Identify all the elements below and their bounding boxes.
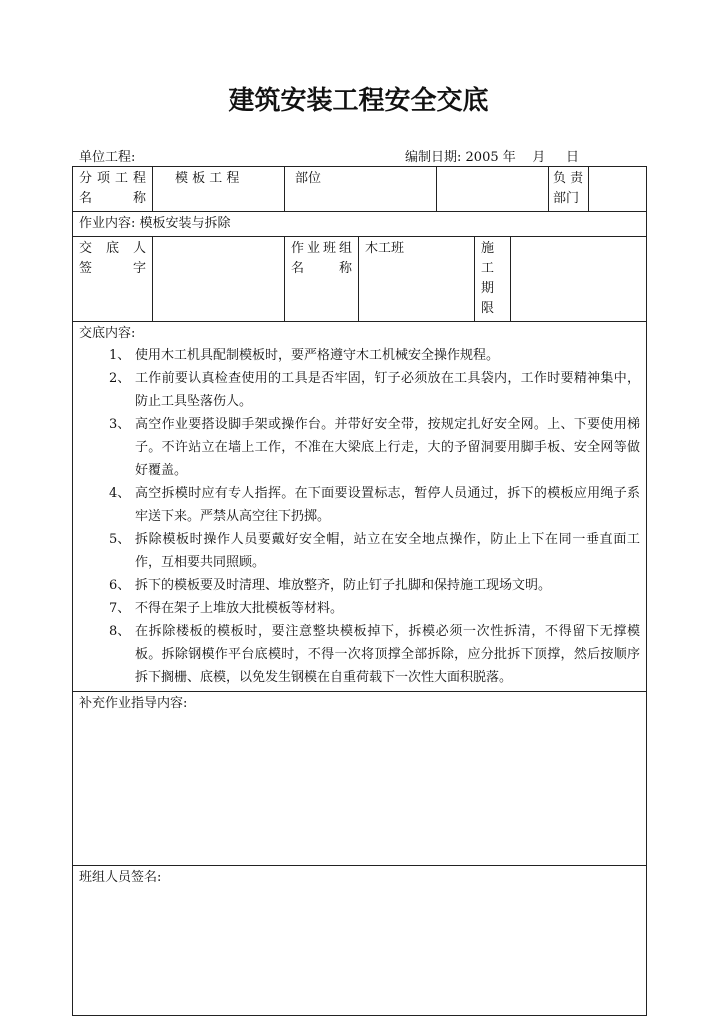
supplement-label: 补充作业指导内容: (79, 696, 188, 711)
part-label-text: 部位 (295, 171, 322, 186)
list-item (79, 482, 640, 528)
item-name-label-line1: 分项工程 (79, 171, 146, 186)
item-name-value: 模 板 工 程 (153, 167, 285, 212)
row-briefing-content (73, 322, 647, 692)
briefer-sign-label-line2: 签 字 (79, 261, 146, 276)
team-name-label-line2: 名 称 (291, 261, 352, 276)
period-value (511, 237, 647, 322)
item-number: 5、 (109, 532, 131, 547)
supplement-cell (73, 692, 647, 866)
period-label (475, 237, 511, 322)
item-name-label-line2: 名 称 (79, 191, 146, 206)
work-content-label: 作业内容: (79, 216, 136, 231)
compile-date-label: 编制日期: (405, 150, 462, 165)
period-label-line2: 期限 (481, 281, 495, 316)
item-number: 6、 (109, 578, 131, 593)
briefing-content-cell (73, 322, 647, 692)
item-text: 使用木工机具配制模板时，要严格遵守木工机械安全操作规程。 (135, 348, 500, 363)
item-text: 拆下的模板要及时清理、堆放整齐，防止钉子扎脚和保持施工现场文明。 (135, 578, 552, 593)
dept-label (549, 167, 589, 211)
item-text: 不得在架子上堆放大批模板等材料。 (135, 601, 344, 616)
list-item (79, 344, 640, 367)
item-text: 在拆除楼板的模板时，要注意整块模板掉下，拆模必须一次性拆清，不得留下无撑模板。拆除钢模作平台底模时，不得一次将顶撑全部拆除，应分批拆下顶撑，然后按顺序拆下搁栅、底模，以免发生钢模在自重荷载下一次性大面积脱落。 (135, 624, 641, 685)
list-item (79, 597, 640, 620)
item-number: 3、 (109, 417, 131, 432)
item-text: 高空拆模时应有专人指挥。在下面要设置标志，暂停人员通过，拆下的模板应用绳子系牢送下来。严禁从高空往下扔掷。 (135, 486, 641, 524)
dept-label-line1: 负 责 (553, 171, 584, 186)
dept-value (589, 167, 646, 211)
team-sign-cell (73, 866, 647, 1016)
compile-date-month-unit: 月 (532, 150, 546, 165)
list-item (79, 367, 640, 413)
briefing-content-label: 交底内容: (79, 326, 136, 341)
item-text: 工作前要认真检查使用的工具是否牢固，钉子必须放在工具袋内，工作时要精神集中，防止工具坠落伤人。 (135, 371, 641, 409)
compile-date-year-unit: 年 (502, 150, 516, 165)
team-name-label-line1: 作业班组 (291, 241, 352, 256)
row-item-part-dept (73, 167, 647, 212)
row-sign-team-period (73, 237, 647, 322)
list-item (79, 413, 640, 482)
item-text: 高空作业要搭设脚手架或操作台。并带好安全带，按规定扎好安全网。上、下要使用梯子。不许站立在墙上工作，不准在大梁底上行走，大的予留洞要用脚手板、安全网等做好覆盖。 (135, 417, 641, 478)
team-name-label (285, 237, 359, 322)
compile-date-year: 2005 (465, 150, 499, 165)
work-content-cell (73, 212, 647, 237)
team-name-value: 木工班 (359, 237, 475, 322)
item-number: 8、 (109, 624, 131, 639)
list-item (79, 574, 640, 597)
row-supplement (73, 692, 647, 866)
unit-project-label: 单位工程: (79, 150, 136, 165)
part-value (437, 167, 549, 212)
compile-date (405, 146, 579, 165)
period-label-line1: 施工 (481, 241, 495, 276)
list-item (79, 528, 640, 574)
compile-date-day-unit: 日 (566, 150, 580, 165)
item-text: 拆除模板时操作人员要戴好安全帽，站立在安全地点操作，防止上下在同一垂直面工作，互相要共同照顾。 (135, 532, 641, 570)
item-number: 1、 (109, 348, 131, 363)
item-number: 4、 (109, 486, 131, 501)
document-title: 建筑安装工程安全交底 (228, 86, 489, 116)
dept-label-line2: 部门 (553, 191, 580, 206)
briefing-items (79, 344, 640, 689)
dept-cell (549, 167, 647, 212)
briefer-sign-value (153, 237, 285, 322)
item-number: 7、 (109, 601, 131, 616)
item-name-label (73, 167, 153, 212)
row-work-content (73, 212, 647, 237)
briefer-sign-label-line1: 交 底 人 (79, 241, 146, 256)
list-item (79, 620, 640, 689)
part-label (285, 167, 437, 212)
work-content-value: 模板安装与拆除 (139, 216, 231, 231)
team-sign-label: 班组人员签名: (79, 870, 162, 885)
briefer-sign-label (73, 237, 153, 322)
safety-briefing-form (72, 166, 647, 1016)
item-number: 2、 (109, 371, 131, 386)
row-team-sign (73, 866, 647, 1016)
